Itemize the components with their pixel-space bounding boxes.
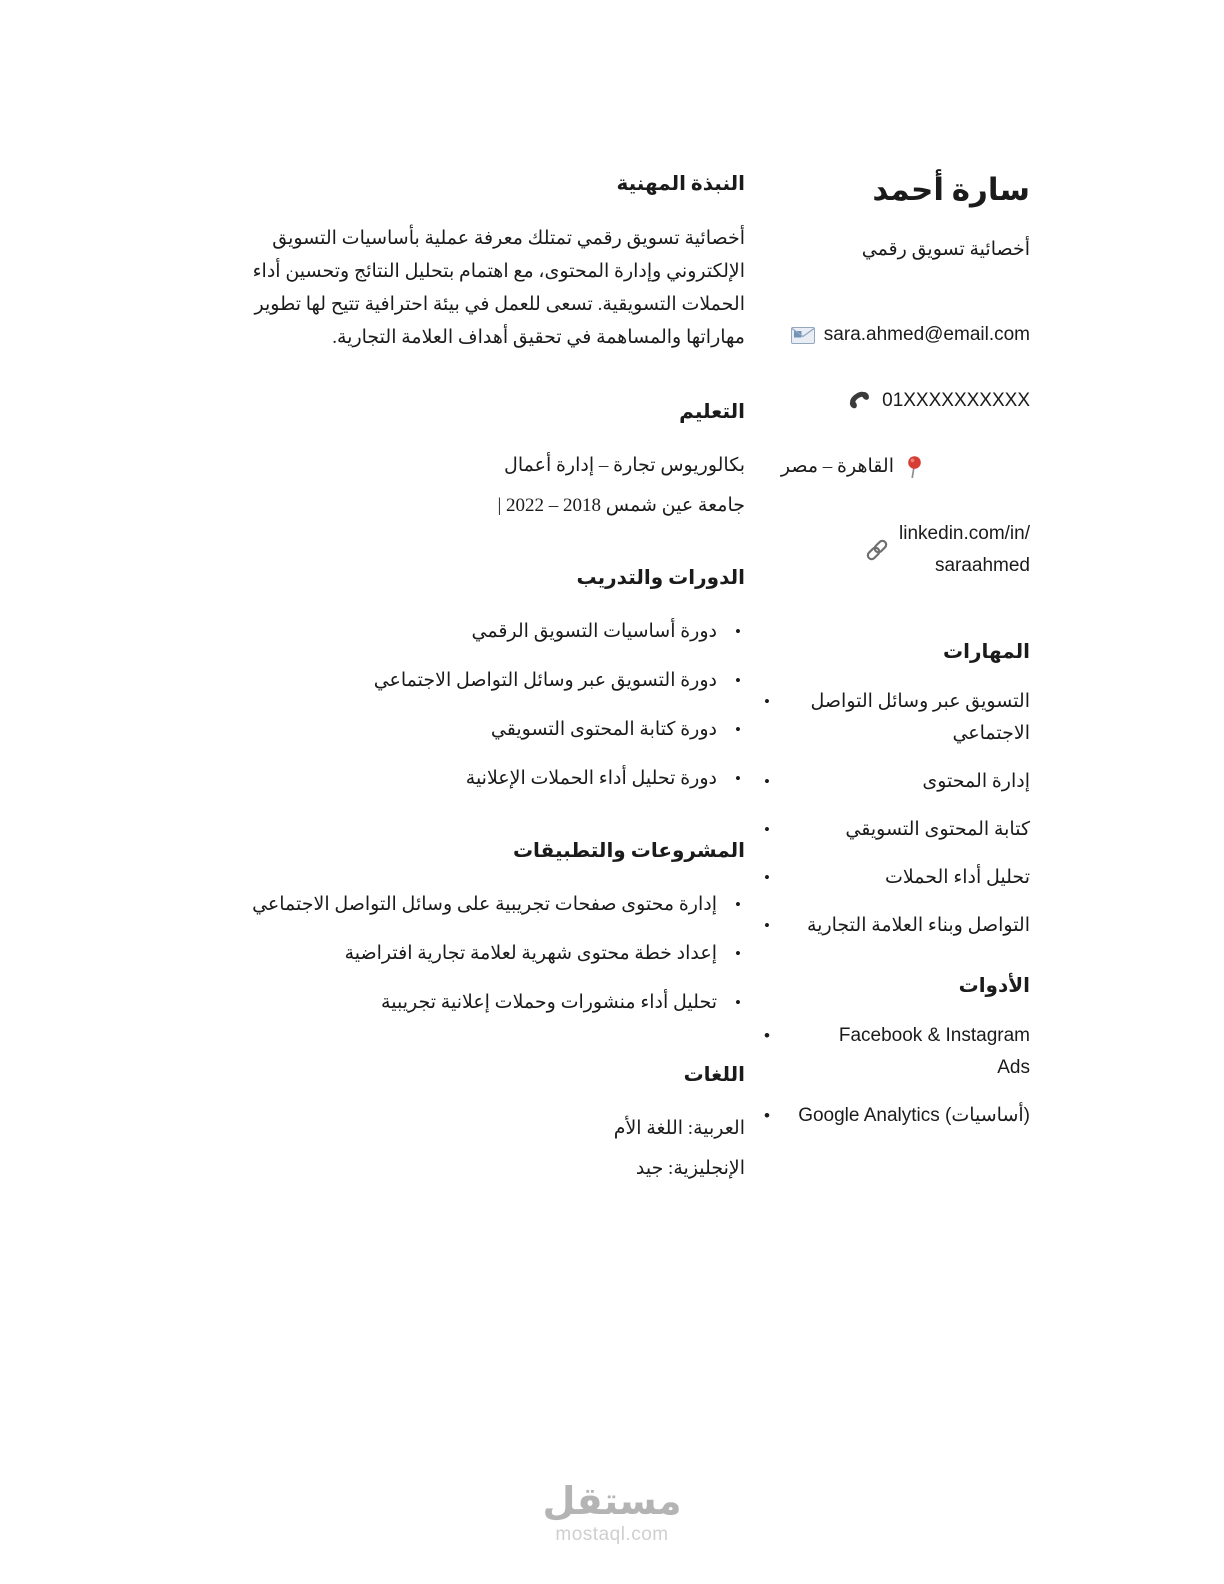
- phone-text: 01XXXXXXXXXX: [882, 390, 1030, 411]
- tool-item: • Google Analytics (أساسيات): [762, 1100, 1030, 1132]
- location-pin-icon: [903, 455, 925, 480]
- link-icon: [864, 537, 890, 563]
- languages-heading: اللغات: [683, 1064, 745, 1086]
- linkedin-text: [899, 518, 1030, 582]
- course-item: • دورة تحليل أداء الحملات الإعلانية: [210, 763, 745, 795]
- contact-row-location: [762, 452, 1030, 482]
- tools-list: [762, 1020, 1030, 1132]
- job-title: أخصائية تسويق رقمي: [861, 239, 1030, 260]
- course-item: • دورة أساسيات التسويق الرقمي: [210, 616, 745, 648]
- email-icon: [791, 327, 815, 344]
- linkedin-url-line2: saraahmed: [934, 555, 1030, 576]
- contact-row-email: [762, 320, 1030, 350]
- person-name: سارة أحمد: [872, 172, 1030, 207]
- language-item: العربية: اللغة الأم: [613, 1118, 745, 1139]
- courses-section: [210, 564, 745, 795]
- email-text: sara.ahmed@email.com: [823, 324, 1030, 345]
- projects-section: [210, 837, 745, 1019]
- summary-heading: النبذة المهنية: [616, 173, 745, 195]
- education-school: جامعة عين شمس 2018 – 2022 |: [497, 495, 745, 516]
- watermark: [0, 1482, 1224, 1546]
- project-item: • إدارة محتوى صفحات تجريبية على وسائل التواصل الاجتماعي: [210, 889, 745, 921]
- contact-section: [762, 320, 1030, 582]
- mostaql-url: mostaql.com: [555, 1524, 669, 1545]
- phone-icon: [847, 388, 873, 414]
- projects-heading: المشروعات والتطبيقات: [512, 840, 745, 862]
- skills-list: [762, 686, 1030, 942]
- courses-heading: الدورات والتدريب: [576, 567, 745, 589]
- skill-item: • تحليل أداء الحملات: [762, 862, 1030, 894]
- language-item: الإنجليزية: جيد: [635, 1158, 745, 1179]
- project-item: • إعداد خطة محتوى شهرية لعلامة تجارية افتراضية: [210, 938, 745, 970]
- mostaql-logo: مستقل: [542, 1481, 682, 1523]
- languages-section: [210, 1061, 745, 1185]
- education-degree: بكالوريوس تجارة – إدارة أعمال: [504, 455, 745, 476]
- tool-item: • Facebook & Instagram Ads: [762, 1020, 1030, 1084]
- courses-list: [210, 616, 745, 795]
- skills-heading: المهارات: [943, 641, 1030, 663]
- skill-item: • إدارة المحتوى: [762, 766, 1030, 798]
- projects-list: [210, 889, 745, 1019]
- summary-text: أخصائية تسويق رقمي تمتلك معرفة عملية بأساسيات التسويق الإلكتروني وإدارة المحتوى، مع اهتمام بتحليل النتائج وتحسين أداء الحملات التسويقية. تسعى للعمل في بيئة احترافية تتيح لها تطوير مهاراتها والمساهمة في تحقيق أهداف العلامة التجارية.: [252, 228, 745, 348]
- main-column: [210, 170, 745, 1193]
- education-heading: التعليم: [679, 401, 745, 423]
- education-section: [210, 398, 745, 522]
- project-item: • تحليل أداء منشورات وحملات إعلانية تجريبية: [210, 987, 745, 1019]
- summary-section: [210, 170, 745, 354]
- course-item: • دورة كتابة المحتوى التسويقي: [210, 714, 745, 746]
- contact-row-phone: [762, 386, 1030, 416]
- resume-content: [210, 170, 1030, 1193]
- sidebar: [762, 170, 1030, 1193]
- skill-item: • التسويق عبر وسائل التواصل الاجتماعي: [762, 686, 1030, 750]
- skill-item: • التواصل وبناء العلامة التجارية: [762, 910, 1030, 942]
- skill-item: • كتابة المحتوى التسويقي: [762, 814, 1030, 846]
- contact-row-linkedin: [762, 518, 1030, 582]
- location-text: القاهرة – مصر: [780, 456, 894, 477]
- tools-heading: الأدوات: [958, 975, 1030, 997]
- course-item: • دورة التسويق عبر وسائل التواصل الاجتماعي: [210, 665, 745, 697]
- linkedin-url-line1: linkedin.com/in/: [899, 523, 1030, 544]
